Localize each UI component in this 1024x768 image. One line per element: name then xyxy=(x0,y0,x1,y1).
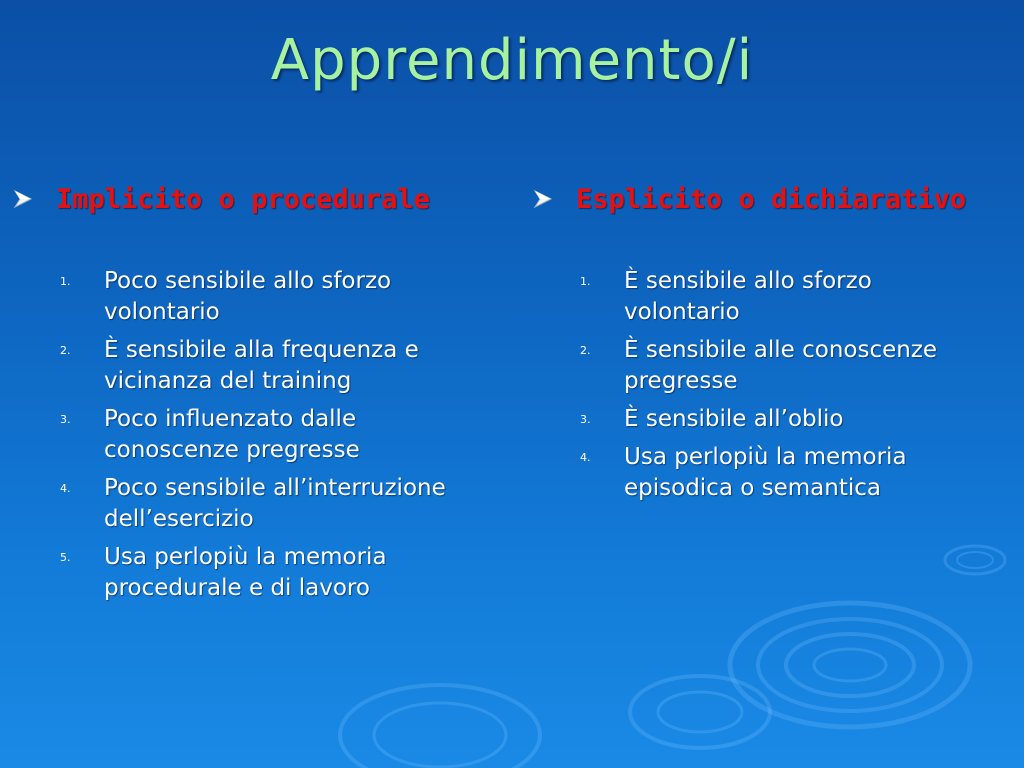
list-item xyxy=(8,542,488,604)
right-heading-row xyxy=(528,178,998,220)
left-heading: Implicito o procedurale xyxy=(56,183,430,215)
right-list xyxy=(528,266,998,504)
left-heading-row xyxy=(8,178,488,220)
list-number: 5. xyxy=(60,551,71,564)
right-heading: Esplicito o dichiarativo xyxy=(576,183,967,215)
list-item xyxy=(528,442,998,504)
left-list xyxy=(8,266,488,604)
arrow-bullet-icon xyxy=(532,188,554,210)
list-item xyxy=(528,266,998,328)
list-item xyxy=(8,404,488,466)
list-item-text: Poco influenzato dalle conoscenze pregresse xyxy=(104,406,360,463)
list-item-text: È sensibile allo sforzo volontario xyxy=(624,268,872,325)
list-number: 4. xyxy=(60,482,71,495)
list-item-text: Poco sensibile all’interruzione dell’esercizio xyxy=(104,475,446,532)
list-item xyxy=(8,335,488,397)
list-item-text: È sensibile all’oblio xyxy=(624,406,844,432)
left-column xyxy=(8,178,488,611)
list-number: 2. xyxy=(60,344,71,357)
list-item-text: Usa perlopiù la memoria procedurale e di lavoro xyxy=(104,544,387,601)
list-item-text: È sensibile alla frequenza e vicinanza del training xyxy=(104,337,419,394)
list-number: 1. xyxy=(580,275,591,288)
list-item-text: Usa perlopiù la memoria episodica o semantica xyxy=(624,444,907,501)
list-number: 4. xyxy=(580,451,591,464)
list-item-text: Poco sensibile allo sforzo volontario xyxy=(104,268,392,325)
list-number: 3. xyxy=(60,413,71,426)
right-column xyxy=(528,178,998,511)
slide-title: Apprendimento/i xyxy=(270,28,754,93)
list-item xyxy=(8,473,488,535)
list-number: 2. xyxy=(580,344,591,357)
list-number: 1. xyxy=(60,275,71,288)
list-number: 3. xyxy=(580,413,591,426)
list-item xyxy=(528,335,998,397)
list-item xyxy=(8,266,488,328)
arrow-bullet-icon xyxy=(12,188,34,210)
list-item-text: È sensibile alle conoscenze pregresse xyxy=(624,337,938,394)
list-item xyxy=(528,404,998,435)
